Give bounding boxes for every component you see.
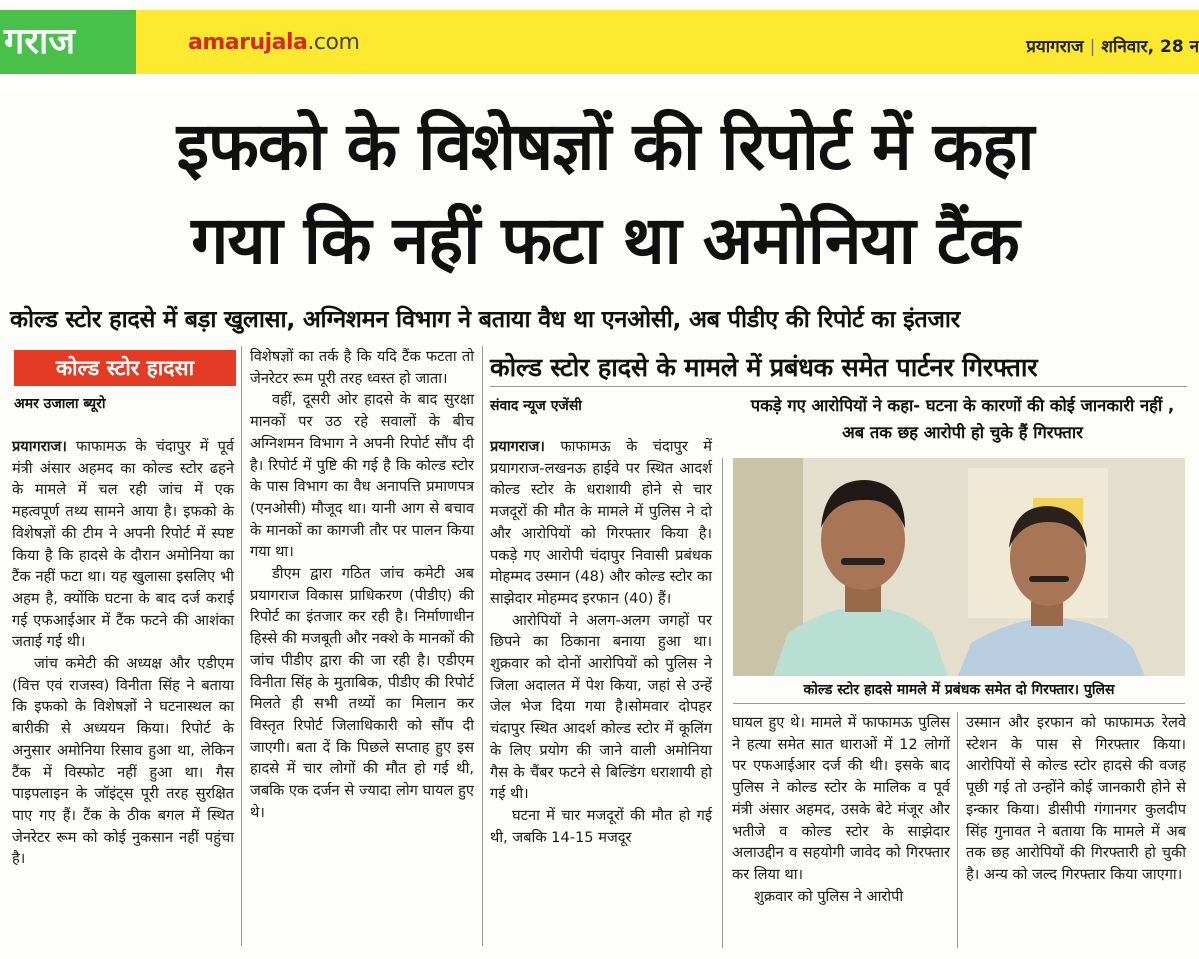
section-label: गराज bbox=[0, 10, 136, 74]
column-rule bbox=[722, 458, 723, 948]
story2-column-2 bbox=[732, 712, 950, 907]
story2-paragraph-4: घायल हुए थे। मामले में फाफामऊ पुलिस ने हत्या समेत सात धाराओं में 12 लोगों पर एफआईआर दर्ज की थी। इसके बाद पुलिस ने कोल्ड स्टोर के मालिक व पूर्व मंत्री अंसार अहमद, उसके बेटे मंजूर और भतीजे व कोल्ड स्टोर के साझेदार अलाउद्दीन व सहयोगी जावेद को गिरफ्तार कर लिया था। bbox=[732, 714, 950, 883]
column-rule bbox=[957, 712, 958, 948]
story2-pullquote: पकड़े गए आरोपियों ने कहा- घटना के कारणों की कोई जानकारी नहीं , अब तक छह आरोपी हो चुके हैं गिरफ्तार bbox=[750, 396, 1175, 442]
headline-line-1: इफको के विशेषज्ञों की रिपोर्ट में कहा bbox=[176, 108, 1034, 185]
story2-paragraph-6: उस्मान और इरफान को फाफामऊ रेलवे स्टेशन के पास से गिरफ्तार किया। आरोपियों से कोल्ड स्टोर हादसे की वजह पूछी गई तो उन्होंने कोई जानकारी होने से इन्कार किया। डीसीपी गंगानगर कुलदीप सिंह गुनावत ने बताया कि मामले में अब तक छह आरोपियों की गिरफ्तारी हो चुकी है। अन्य को जल्द गिरफ्तार किया जाएगा। bbox=[966, 714, 1186, 883]
story-tag: कोल्ड स्टोर हादसा bbox=[14, 350, 236, 386]
headline bbox=[40, 100, 1170, 288]
story1-paragraph-4: वहीं, दूसरी ओर हादसे के बाद सुरक्षा मानकों पर उठ रहे सवालों के बीच अग्निशमन विभाग ने अपनी रिपोर्ट सौंप दी है। रिपोर्ट में पुष्टि की गई है कि कोल्ड स्टोर के पास विभाग का वैध अनापत्ति प्रमाणपत्र (एनओसी) मौजूद था। यानी आग से बचाव के मानकों का कागजी तौर पर पालन किया गया था। bbox=[250, 391, 474, 561]
story1-paragraph-3: विशेषज्ञों का तर्क है कि यदि टैंक फटता तो जेनरेटर रूम पूरी तरह ध्वस्त हो जाता। bbox=[250, 348, 474, 387]
story2-column-1 bbox=[490, 436, 712, 848]
masthead bbox=[0, 0, 1199, 92]
story2-paragraph-5: शुक्रवार को पुलिस ने आरोपी bbox=[754, 887, 904, 905]
story2-title-rule bbox=[490, 386, 1187, 387]
story1-column-1 bbox=[12, 436, 234, 870]
site-domain: .com bbox=[307, 30, 360, 55]
story1-paragraph-1: प्रयागराज। फाफामऊ के चंदापुर में पूर्व मंत्री अंसार अहमद का कोल्ड स्टोर ढहने के मामले में चल रही जांच में एक महत्वपूर्ण तथ्य सामने आया है। इफको के विशेषज्ञों की टीम ने अपनी रिपोर्ट में स्पष्ट किया है कि हादसे के दौरान अमोनिया का टैंक नहीं फटा था। यह खुलासा इसलिए भी अहम है, क्योंकि घटना के बाद दर्ज कराई गई एफआईआर में टैंक फटने की आशंका जताई गई थी। bbox=[12, 438, 234, 651]
story2-dateline: प्रयागराज। bbox=[490, 438, 545, 455]
story1-paragraph-5: डीएम द्वारा गठित जांच कमेटी अब प्रयागराज विकास प्राधिकरण (पीडीए) की रिपोर्ट का इंतजार कर रही है। निर्माणाधीन हिस्से की मजबूती और नक्शे के मानकों की जांच पीडीए द्वारा की जा रही है। एडीएम विनीता सिंह के मुताबिक, पीडीए की रिपोर्ट मिलते ही सभी तथ्यों का मिलान कर विस्तृत रिपोर्ट जिलाधिकारी को सौंप दी जाएगी। बता दें कि पिछले सप्ताह हुए इस हादसे में चार लोगों की मौत हो गई थी, जबकि एक दर्जन से ज्यादा लोग घायल हुए थे। bbox=[250, 565, 474, 821]
story2-title: कोल्ड स्टोर हादसे के मामले में प्रबंधक समेत पार्टनर गिरफ्तार bbox=[490, 353, 1038, 383]
story2-paragraph-1: प्रयागराज। फाफामऊ के चंदापुर में प्रयागराज-लखनऊ हाईवे पर स्थित आदर्श कोल्ड स्टोर के धराशायी होने से चार मजदूरों की मौत के मामले में पुलिस ने दो और आरोपियों को गिरफ्तार किया है। पकड़े गए आरोपी चंदापुर निवासी प्रबंधक मोहम्मद उस्मान (48) और कोल्ड स्टोर का साझेदार मोहम्मद इरफान (40) हैं। bbox=[490, 438, 712, 607]
headline-line-2: गया कि नहीं फटा था अमोनिया टैंक bbox=[191, 202, 1019, 279]
story2-paragraph-2: आरोपियों ने अलग-अलग जगहों पर छिपने का ठिकाना बनाया हुआ था। शुक्रवार को दोनों आरोपियों को पुलिस ने जिला अदालत में पेश किया, जहां से उन्हें जेल भेज दिया गया है।सोमवार दोपहर चंदापुर स्थित आदर्श कोल्ड स्टोर में कूलिंग के लिए प्रयोग की जाने वाली अमोनिया गैस के चैंबर फटने से बिल्डिंग धराशायी हो गई थी। bbox=[490, 611, 712, 803]
site-logo[interactable] bbox=[188, 30, 359, 55]
photo-illustration bbox=[733, 458, 1185, 676]
masthead-band bbox=[0, 10, 1199, 74]
story2-column-3 bbox=[966, 712, 1186, 886]
story1-dateline: प्रयागराज। bbox=[12, 438, 67, 455]
news-photo bbox=[733, 458, 1185, 676]
photo-caption: कोल्ड स्टोर हादसे मामले में प्रबंधक समेत दो गिरफ्तार। पुलिस bbox=[803, 682, 1115, 698]
edition-dateline bbox=[1026, 34, 1199, 57]
story1-byline: अमर उजाला ब्यूरो bbox=[14, 396, 106, 412]
story1-paragraph-2: जांच कमेटी की अध्यक्ष और एडीएम (वित्त एवं राजस्व) विनीता सिंह ने बताया कि इफको के विशेषज्ञों ने घटनास्थल का बारीकी से अध्ययन किया। रिपोर्ट के अनुसार अमोनिया रिसाव हुआ था, लेकिन टैंक में विस्फोट नहीं हुआ था। गैस पाइपलाइन के जॉइंट्स पूरी तरह सुरक्षित पाए गए हैं। टैंक के ठीक बगल में स्थित जेनरेटर रूम को कोई नुकसान नहीं पहुंचा है। bbox=[12, 655, 234, 868]
caption-rule bbox=[733, 703, 1185, 704]
story1-column-2 bbox=[250, 346, 474, 823]
dateline-separator: | bbox=[1089, 37, 1096, 57]
site-name: amarujala bbox=[188, 30, 308, 55]
column-rule bbox=[241, 346, 242, 946]
edition-city: प्रयागराज bbox=[1026, 37, 1084, 57]
story2-byline: संवाद न्यूज एजेंसी bbox=[490, 398, 582, 414]
story2-paragraph-3: घटना में चार मजदूरों की मौत हो गई थी, जबकि 14-15 मजदूर bbox=[490, 806, 712, 846]
column-rule bbox=[482, 346, 483, 946]
subheadline: कोल्ड स्टोर हादसे में बड़ा खुलासा, अग्निशमन विभाग ने बताया वैध था एनओसी, अब पीडीए की रिपोर्ट का इंतजार bbox=[10, 305, 960, 333]
edition-date: शनिवार, 28 न bbox=[1101, 37, 1199, 57]
